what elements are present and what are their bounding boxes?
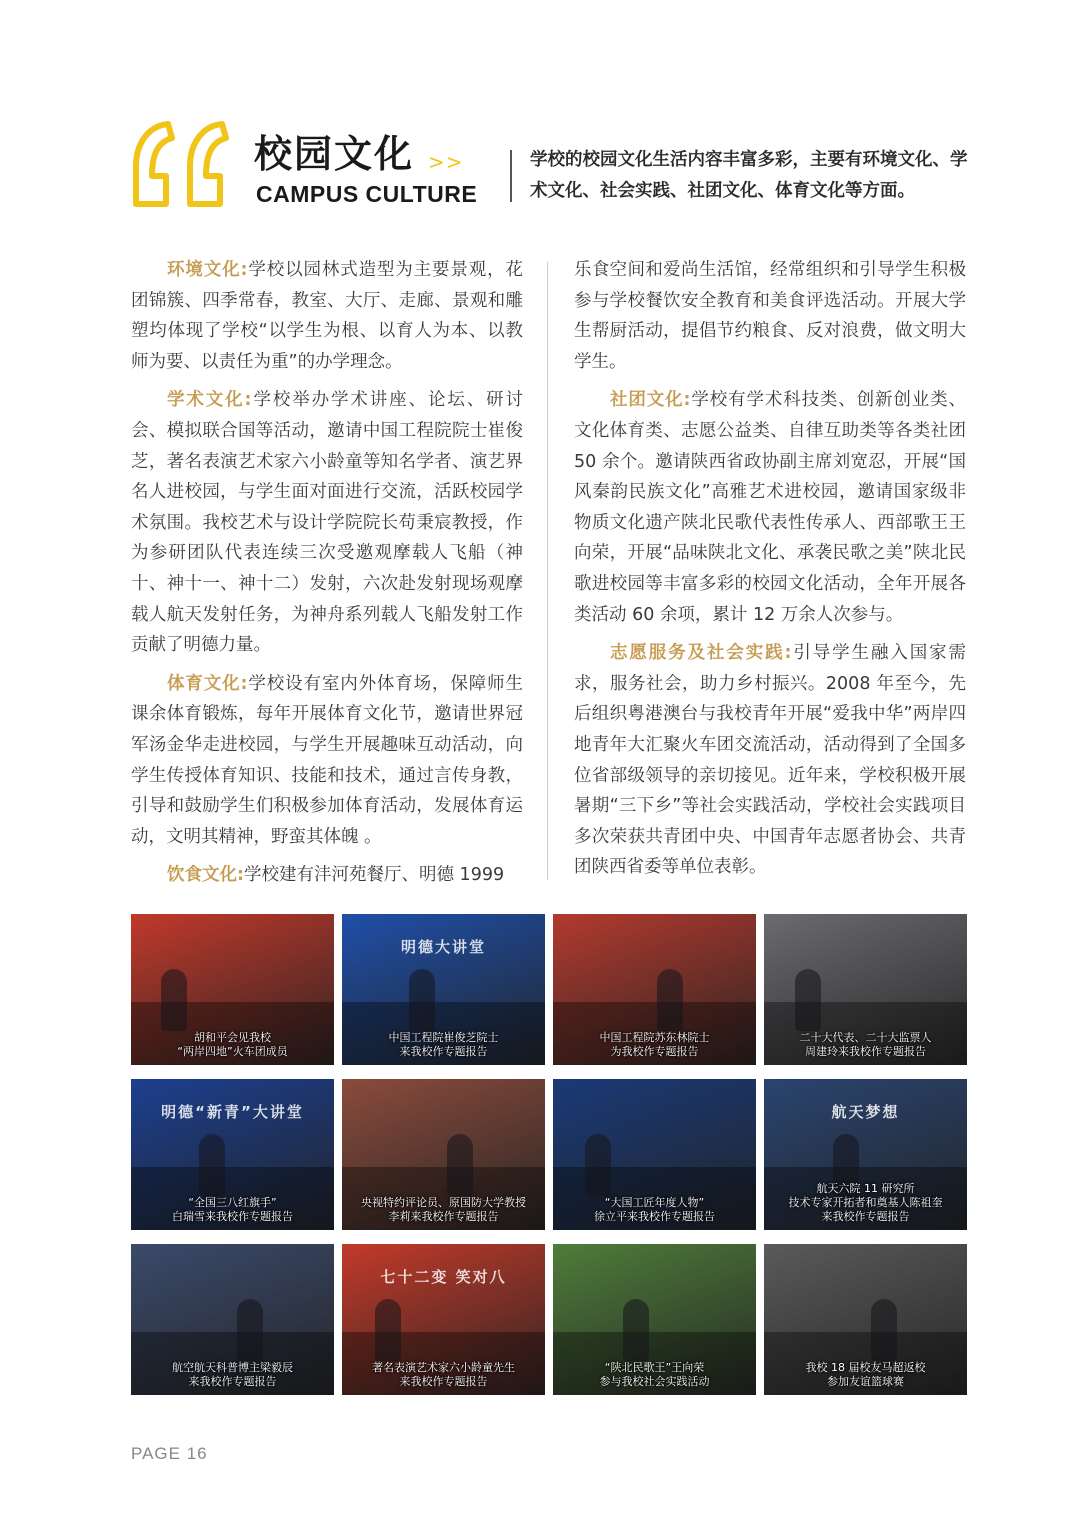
- photo-caption: [553, 1196, 756, 1224]
- photo-caption-line: 胡和平会见我校: [194, 1031, 271, 1044]
- section-intro: 学校的校园文化生活内容丰富多彩，主要有环境文化、学术文化、社会实践、社团文化、体育文化等方面。: [530, 150, 968, 201]
- photo-caption-line: 来我校作专题报告: [188, 1375, 277, 1388]
- chevron-arrows-icon: >>: [428, 150, 464, 174]
- photo-caption: [131, 1196, 334, 1224]
- photo-caption: [764, 1361, 967, 1389]
- quote-mark-icon: [130, 118, 242, 210]
- paragraph-sports: [131, 669, 523, 853]
- paragraph-food-continued: 乐食空间和爱尚生活馆，经常组织和引导学生积极参与学校餐饮安全教育和美食评选活动。开展大学生帮厨活动，提倡节约粮食、反对浪费，做文明大学生。: [574, 260, 966, 372]
- photo-tile: [553, 1244, 756, 1395]
- photo-person-silhouette: [199, 1134, 225, 1196]
- text-column-right: [574, 255, 966, 891]
- photo-tile: [342, 1244, 545, 1395]
- photo-caption-line: 中国工程院崔俊芝院士: [388, 1031, 499, 1044]
- photo-caption: [342, 1196, 545, 1224]
- photo-caption-line: 著名表演艺术家六小龄童先生: [372, 1361, 515, 1374]
- photo-tile: [131, 914, 334, 1065]
- photo-caption: [764, 1182, 967, 1224]
- photo-tile: [131, 1244, 334, 1395]
- label-volunteer: 志愿服务及社会实践:: [610, 643, 792, 664]
- photo-caption: [131, 1031, 334, 1059]
- photo-tile: [764, 1244, 967, 1395]
- text-column-left: [131, 255, 523, 899]
- photo-caption: [553, 1031, 756, 1059]
- photo-caption-line: 为我校作专题报告: [610, 1045, 699, 1058]
- photo-caption: [342, 1361, 545, 1389]
- photo-caption-line: 航空航天科普博主梁毅辰: [172, 1361, 293, 1374]
- photo-banner-text: 明德大讲堂: [400, 938, 486, 956]
- photo-caption-line: 徐立平来我校作专题报告: [594, 1210, 715, 1223]
- text-volunteer: 引导学生融入国家需求，服务社会，助力乡村振兴。2008 年至今，先后组织粤港澳台与我校青年开展“爱我中华”两岸四地青年大汇聚火车团交流活动，活动得到了全国多位省部级领导的亲切接见。近年来，学校积极开展暑期“三下乡”等社会实践活动，学校社会实践项目多次荣获共青团中央、中国青年志愿者协会、共青团陕西省委等单位表彰。: [574, 643, 966, 878]
- column-divider: [547, 262, 548, 880]
- photo-caption-line: 参加友谊篮球赛: [827, 1375, 904, 1388]
- photo-tile: [342, 914, 545, 1065]
- photo-caption-line: “全国三八红旗手”: [188, 1196, 277, 1209]
- photo-caption-line: 航天六院 11 研究所: [816, 1182, 915, 1195]
- paragraph-clubs: [574, 385, 966, 630]
- paragraph-academic: [131, 385, 523, 660]
- photo-person-silhouette: [623, 1299, 649, 1361]
- page-number: PAGE 16: [131, 1444, 208, 1463]
- photo-caption-line: 白瑞雪来我校作专题报告: [172, 1210, 293, 1223]
- paragraph-volunteer: [574, 638, 966, 883]
- text-food: 学校建有沣河苑餐厅、明德 1999: [244, 865, 505, 886]
- label-clubs: 社团文化:: [610, 390, 691, 411]
- photo-person-silhouette: [657, 969, 683, 1031]
- photo-person-silhouette: [375, 1299, 401, 1361]
- photo-banner-text: 航天梦想: [831, 1103, 900, 1121]
- photo-tile: [553, 914, 756, 1065]
- text-clubs: 学校有学术科技类、创新创业类、文化体育类、志愿公益类、自律互助类等各类社团 50 余个。邀请陕西省政协副主席刘宽忍，开展“国风秦韵民族文化”高雅艺术进校园，邀请国家级非物质文化遗产陕北民歌代表性传承人、西部歌王王向荣，开展“品味陕北文化、承袭民歌之美”陕北民歌进校园等丰富多彩的校园文化活动，全年开展各类活动 60 余项，累计 12 万余人次参与。: [574, 390, 967, 625]
- photo-caption: [553, 1361, 756, 1389]
- paragraph-environment: [131, 255, 523, 377]
- photo-person-silhouette: [871, 1299, 897, 1361]
- photo-caption-line: 央视特约评论员、原国防大学教授: [361, 1196, 526, 1209]
- text-sports: 学校设有室内外体育场，保障师生课余体育锻炼，每年开展体育文化节，邀请世界冠军汤金华走进校园，与学生开展趣味互动活动，向学生传授体育知识、技能和技术，通过言传身教，引导和鼓励学生们积极参加体育活动，发展体育运动，文明其精神，野蛮其体魄 。: [131, 673, 524, 847]
- section-title-en: CAMPUS CULTURE: [256, 181, 478, 207]
- photo-tile: [342, 1079, 545, 1230]
- label-environment: 环境文化:: [167, 260, 248, 280]
- photo-tile: [553, 1079, 756, 1230]
- photo-caption-line: 李莉来我校作专题报告: [388, 1210, 499, 1223]
- section-title-cn: 校园文化: [254, 132, 415, 176]
- photo-banner-text: 七十二变 笑对八: [380, 1268, 507, 1286]
- photo-person-silhouette: [447, 1134, 473, 1196]
- photo-tile: [764, 914, 967, 1065]
- text-environment: 学校以园林式造型为主要景观，花团锦簇、四季常春，教室、大厅、走廊、景观和雕塑均体现了学校“以学生为根、以育人为本、以教师为要、以责任为重”的办学理念。: [131, 260, 524, 372]
- photo-caption-line: 周建玲来我校作专题报告: [805, 1045, 926, 1058]
- photo-caption-line: 来我校作专题报告: [821, 1210, 910, 1223]
- photo-person-silhouette: [585, 1134, 611, 1196]
- paragraph-food: [131, 860, 523, 891]
- photo-caption: [764, 1031, 967, 1059]
- photo-person-silhouette: [161, 969, 187, 1031]
- photo-person-silhouette: [795, 969, 821, 1031]
- photo-caption-line: “两岸四地”火车团成员: [177, 1045, 288, 1058]
- photo-caption: [131, 1361, 334, 1389]
- photo-caption-line: 中国工程院苏东林院士: [599, 1031, 710, 1044]
- label-academic: 学术文化:: [167, 390, 252, 411]
- photo-caption: [342, 1031, 545, 1059]
- photo-caption-line: 技术专家开拓者和奠基人陈祖奎: [788, 1196, 943, 1209]
- photo-caption-line: 二十大代表、二十大监票人: [799, 1031, 932, 1044]
- photo-caption-line: “陕北民歌王”王向荣: [604, 1361, 705, 1374]
- photo-banner-text: 明德“新青”大讲堂: [161, 1103, 304, 1121]
- text-academic: 学校举办学术讲座、论坛、研讨会、模拟联合国等活动，邀请中国工程院院士崔俊芝，著名表演艺术家六小龄童等知名学者、演艺界名人进校园，与学生面对面进行交流，活跃校园学术氛围。我校艺术与设计学院院长苟秉宸教授，作为参研团队代表连续三次受邀观摩载人飞船（神十、神十一、神十二）发射，六次赴发射现场观摩载人航天发射任务，为神舟系列载人飞船发射工作贡献了明德力量。: [131, 390, 524, 656]
- photo-caption-line: “大国工匠年度人物”: [604, 1196, 705, 1209]
- photo-caption-line: 我校 18 届校友马超返校: [805, 1361, 926, 1374]
- label-food: 饮食文化:: [167, 865, 244, 886]
- label-sports: 体育文化:: [167, 673, 248, 694]
- header-divider: [510, 150, 512, 202]
- photo-tile: [131, 1079, 334, 1230]
- photo-tile: [764, 1079, 967, 1230]
- photo-caption-line: 来我校作专题报告: [399, 1045, 488, 1058]
- photo-person-silhouette: [409, 969, 435, 1031]
- photo-person-silhouette: [237, 1299, 263, 1361]
- photo-caption-line: 参与我校社会实践活动: [599, 1375, 710, 1388]
- photo-caption-line: 来我校作专题报告: [399, 1375, 488, 1388]
